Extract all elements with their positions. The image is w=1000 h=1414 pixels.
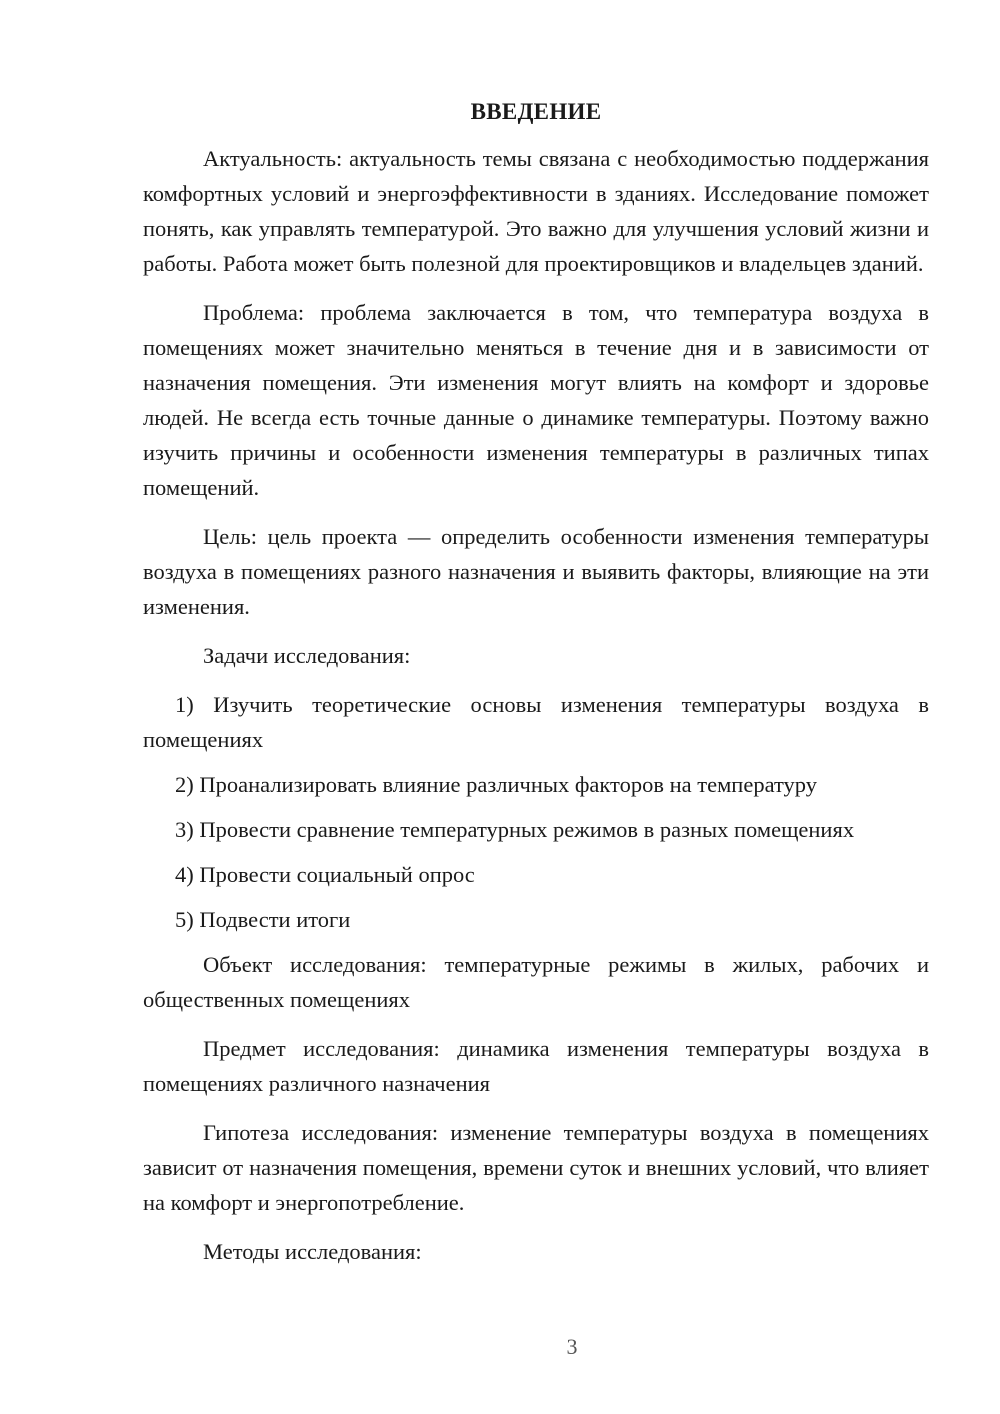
task-item-4: 4) Провести социальный опрос	[175, 862, 475, 887]
task-item-3: 3) Провести сравнение температурных режимов в разных помещениях	[175, 817, 855, 842]
tasks-title: Задачи исследования:	[203, 643, 411, 668]
goal-paragraph: Цель: цель проекта — определить особенности изменения температуры воздуха в помещениях разного назначения и выявить факторы, влияющие на эти изменения.	[143, 524, 929, 619]
page-content	[143, 97, 929, 1283]
hypothesis-paragraph: Гипотеза исследования: изменение температуры воздуха в помещениях зависит от назначения помещения, времени суток и внешних условий, что влияет на комфорт и энергопотребление.	[143, 1120, 929, 1215]
methods-title: Методы исследования:	[203, 1239, 422, 1264]
task-item-1: 1) Изучить теоретические основы изменения температуры воздуха в помещениях	[143, 692, 929, 752]
page-number: 3	[566, 1334, 578, 1359]
problem-paragraph: Проблема: проблема заключается в том, что температура воздуха в помещениях может значительно меняться в течение дня и в зависимости от назначения помещения. Эти изменения могут влиять на комфорт и здоровье людей. Не всегда есть точные данные о динамике температуры. Поэтому важно изучить причины и особенности изменения температуры в различных типах помещений.	[143, 300, 929, 500]
section-heading: ВВЕДЕНИЕ	[470, 99, 602, 124]
object-paragraph: Объект исследования: температурные режимы в жилых, рабочих и общественных помещениях	[143, 952, 929, 1012]
relevance-paragraph: Актуальность: актуальность темы связана с необходимостью поддержания комфортных условий и энергоэффективности в зданиях. Исследование поможет понять, как управлять температурой. Это важно для улучшения условий жизни и работы. Работа может быть полезной для проектировщиков и владельцев зданий.	[143, 146, 929, 276]
subject-paragraph: Предмет исследования: динамика изменения температуры воздуха в помещениях различного назначения	[143, 1036, 929, 1096]
task-item-5: 5) Подвести итоги	[175, 907, 351, 932]
task-item-2: 2) Проанализировать влияние различных факторов на температуру	[175, 772, 817, 797]
